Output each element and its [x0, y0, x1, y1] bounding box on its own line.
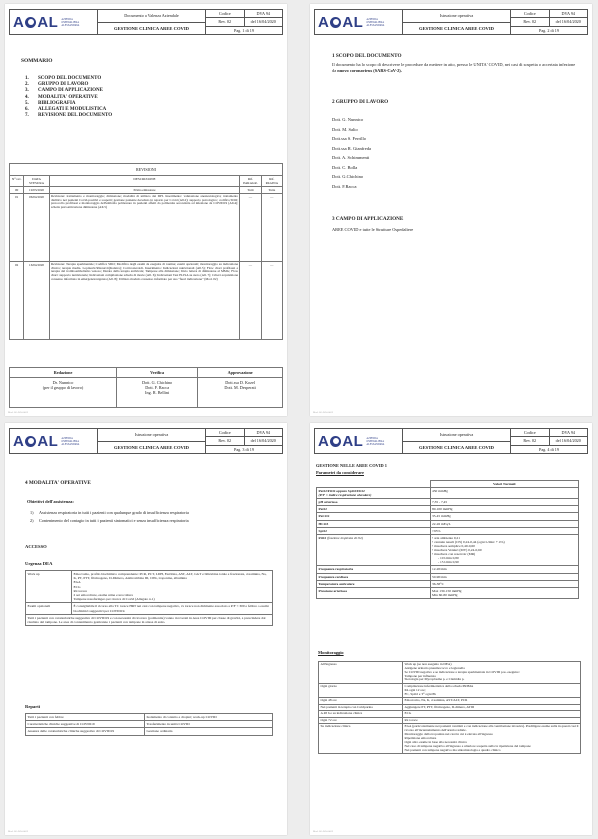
- working-group-list: [332, 115, 371, 191]
- subheading: Reparti: [25, 704, 41, 709]
- table-row: Assenza delle caratteristiche cliniche suggestive di COVID19 Gestione ordinaria: [26, 728, 273, 735]
- signatures-table: Redazione Verifica Approvazione Dr. Nunnico (per il gruppo di lavoro) Dott. G. Chichino Dott. F. Racca Ing. R. Bellini Dott.ssa D. Kozel Dott. M. Desperati: [9, 367, 283, 408]
- table-row: SpO2 >95%: [317, 527, 579, 534]
- toc-item[interactable]: 3. CAMPO DI APPLICAZIONE: [25, 88, 104, 94]
- access-table: [25, 570, 273, 626]
- revisions-table: REVISIONI N° rev. DATA STESURA DESCRIZIONE Rif. PARAGR. Rif. PAGINA 00 19/03/2020 Prima emissione Tutti Tutte 01 06/04/2020 Revisione: trattamento e monitoraggio; dimissione; modalità di utilizzo dei DPI. Inserimento: valutazione anestesiologica; trattamento dialitico nei pazienti Covid-positivi e sospetti; gestione paziente deceduto in reparto per Covid (All.2); supporto psicologico; codifica SDO; protocollo profilassi e monitoraggio dell'embolia polmonare in pazienti affetti da polmonite secondaria ad infezione da COVID19 (All.4); scheda psicoattivazione dimissione (All.5) — — 02 16/04/2020 Revisione: Terapia sperimentale; Codifica SDO; Modifica degli esami da eseguire di routine; esami opzionali; monitoraggio su indicazione clinica; terapia media. Lopinavir/Ritonavir(Kaletra); Corticosteroidi. Inserimento: Indicazioni nutrizionali (All.5); Flow chart profilassi e terapia del tromboembolismo venoso; Durata della terapia antivirale; Tampone alla dimissione; Invio lettera di dimissione al MMG; Flow chart: supporto nutrizionale; Indicazioni compilazione scheda di morte (All. 6); Indicazioni Test ELISA su siero (All. 7); Criteri acquisizione consenso informato in emergenza/urgenza (All. 8); Utilizzo modulo consenso informato per uso "fuori indicazione" (Mod. 02) — —: [9, 163, 283, 340]
- doc-type: Istruzione operativa: [403, 10, 510, 23]
- logo: A AL AZIENDA OSPEDALIERA ALESSANDRIA: [315, 10, 403, 34]
- table-row: Caratteristiche cliniche suggestive di COVID19 Trasferimento in unità COVID: [26, 721, 273, 728]
- doc-type: Istruzione operativa: [403, 429, 510, 442]
- table-row: pH arterioso 7,35 - 7,45: [317, 499, 579, 506]
- doc-title: GESTIONE CLINICA AREE COVID: [419, 444, 494, 450]
- list-item: 1) Assistenza respiratoria in tutti i pazienti con qualunque grado di insufficienza respiratoria: [30, 510, 189, 515]
- logo-circle-icon: [25, 17, 36, 28]
- section-heading: 1 SCOPO DEL DOCUMENTO: [332, 53, 402, 59]
- table-row: A 48 h e su indicazione clinica ECG: [319, 711, 581, 718]
- table-row: PaCO2 35-45 mmHg: [317, 513, 579, 520]
- page-header: A AL AZIENDA OSPEDALIERA ALESSANDRIA Istruzione operativa GESTIONE CLINICA AREE COVID Codice DVA 94 Rev. 02 del 16/04/2020 Pag. 4 di 19: [314, 428, 588, 454]
- section-heading: 2 GRUPPO DI LAVORO: [332, 99, 389, 105]
- table-row: Work up Emocromo, profilo biochimico comprendente: PCR, PCT, LDH, Ferritina, AST, ALT, GGT e bilirubina totale e frazionata, creatinina, Na, K, PT, PTT, fibrinogeno, D-Dimero, Antitrombina III, CPK, troponina, albumina EGA ECG Rx torace 2 set emocolture, esame urine e urocoltura Tampone nasofaringeo per ricerca di Covid (Allegato n.1): [26, 571, 273, 603]
- table-row: Ogni 48 ore Emocromo, Na, K, creatinina, AST/ALT, PCR: [319, 698, 581, 705]
- table-row: Su indicazione clinica EGA (particolarmente nei pazienti ventilati e con indicazione alla ventilazione invasiva). Prediligere esame sulla in questi casi il ricorso all'incannulamento dell'arteria radiale. Monitoraggio della troponina nei casi in cui è elevata all'ingresso Ripetizione emocolture Ogni altro esame in base alla necessità clinica Nel caso di tampone negativo all'ingresso e ulteriore sospetta sulla la ripetizione del tampone Nei pazienti con tampone negativo ma sintomatologia e quadro clinico: [319, 724, 581, 754]
- list-item: Dott. A. Schimmenti: [332, 155, 370, 160]
- toc-item[interactable]: 7. REVISIONE DEL DOCUMENTO: [25, 113, 113, 119]
- doc-type: Istruzione operativa: [98, 429, 205, 442]
- doc-title: GESTIONE CLINICA AREE COVID: [114, 444, 189, 450]
- subheading: ACCESSO: [25, 544, 47, 549]
- list-item: Dott. C. Bolla: [332, 164, 358, 170]
- subheading: Obiettivi dell'assistenza:: [27, 499, 74, 504]
- list-item: 2) Contenimento del contagio in tutti i pazienti sintomatici e senza insufficienza respiratoria: [30, 518, 189, 523]
- page-header: A AL AZIENDA OSPEDALIERA ALESSANDRIA Istruzione operativa GESTIONE CLINICA AREE COVID Codice DVA 94 Rev. 02 del 16/04/2020 Pag. 2 di 19: [314, 9, 588, 35]
- page-3: A AL AZIENDA OSPEDALIERA ALESSANDRIA Istruzione operativa GESTIONE CLINICA AREE COVID Codice DVA 94 Rev. 02 del 16/04/2020 Pag. 3 di 19 4 MODALITA' OPERATIVE Obiettivi dell'assistenza: 1) Assistenza respiratoria in tutti i pazienti con qualunque grado di insufficienza respiratoria 2) Contenimento del contagio in tutti i pazienti sintomatici e senza insufficienza respiratoria ACCESSO Urgenza DEA Work up Emocromo, profilo biochimico comprendente: PCR, PCT, LDH, Ferritina, AST, ALT, GGT e bilirubina totale e frazionata, creatinina, Na, K, PT, PTT, fibrinogeno, D-Dimero, Antitrombina III, CPK, troponina, albumina EGA ECG Rx torace 2 set emocolture, esame urine e urocoltura Tampone nasofaringeo per ricerca di Covid (Allegato n.1) Esami opzionali È consigliabile il ricorso alla TC torace HRT nei casi con tampone negativo, rx torace non dirimente associato a P/F < 300 e febbre o esami biochimici suggestivi per COVID19. Tutti i pazienti con caratteristiche suggestive di COVID19 e con necessità di ricovero (polmonite) vanno ricoverati in Area COVID per classe di gravità, a prescindere dal risultato del tampone. Le aree di contenimento gestiranno i pazienti con tampone in attesa di esito. Reparti Tutti i pazienti con febbre Isolamento di contatto e droplet; work-up COVID Caratteristiche cliniche suggestive di COVID19 Trasferimento in unità COVID Assenza delle caratteristiche cliniche suggestive di COVID19 Gestione ordinaria Mod. SG-DO-04/03: [5, 423, 287, 835]
- logo-circle-icon: [25, 436, 36, 447]
- doc-title: GESTIONE CLINICA AREE COVID: [419, 25, 494, 31]
- list-item: Dott. G.Chichino: [332, 174, 364, 179]
- logo-circle-icon: [330, 436, 341, 447]
- table-row: Temperatura auricolare 36-38°C: [317, 580, 579, 587]
- monitoring-table: [318, 661, 581, 754]
- page-header: A AL AZIENDA OSPEDALIERA ALESSANDRIA Istruzione operativa GESTIONE CLINICA AREE COVID Codice DVA 94 Rev. 02 del 16/04/2020 Pag. 3 di 19: [9, 428, 283, 454]
- toc-item[interactable]: 2. GRUPPO DI LAVORO: [25, 82, 89, 88]
- paragraph: Il documento ha lo scopo di descrivere le procedure da mettere in atto, presso le UNITA' COVID, nei casi di sospetta o accertata infezione da nuovo coronavirus (SARS-CoV-2).: [332, 62, 576, 73]
- page-number: Pag. 4 di 19: [538, 446, 559, 452]
- toc-item[interactable]: 4. MODALITA' OPERATIVE: [25, 94, 98, 100]
- list-item: Dott. M. Salio: [332, 126, 358, 132]
- table-row: FiO2 (frazione inspirata di O2) • aria ambiente 0,21 • cannule nasali (CN) 0,24-0,44 (ogni L/min: + 4%) • maschera semplice 0,40-0,60 • maschera Venturi (MV) 0,24-0,60 • maschera con reservoir (MR) - 10 l/min 0,80 - 15 l/min 0,90: [317, 534, 579, 566]
- page-number: Pag. 3 di 19: [233, 446, 254, 452]
- doc-title: GESTIONE CLINICA AREE COVID: [114, 25, 189, 31]
- paragraph: AREE COVID e tutte le Strutture Ospedaliere: [332, 227, 414, 232]
- table-row: Pressione arteriosa Max 130-150 mmHg Min 60-80 mmHg: [317, 587, 579, 598]
- table-row: 00 19/03/2020 Prima emissione Tutti Tutte: [10, 187, 283, 194]
- table-row: Ogni 72 ore Rx torace: [319, 717, 581, 724]
- table-row: Frequenza respiratoria 12-20/min: [317, 566, 579, 573]
- objectives-list: [30, 509, 189, 525]
- table-of-contents: [25, 76, 112, 119]
- list-item: Dott.ssa R. Gianfreda: [332, 145, 371, 151]
- table-row: 01 06/04/2020 Revisione: trattamento e monitoraggio; dimissione; modalità di utilizzo dei DPI. Inserimento: valutazione anestesiologica; trattamento dialitico nei pazienti Covid-positivi e sospetti; gestione paziente deceduto in reparto per Covid (All.2); supporto psicologico; codifica SDO; protocollo profilassi e monitoraggio dell'embolia polmonare in pazienti affetti da polmonite secondaria ad infezione da COVID19 (All.4); scheda psicoattivazione dimissione (All.5) — —: [10, 194, 283, 262]
- wards-table: [25, 713, 273, 736]
- list-item: Dott.ssa S. Ferrillo: [332, 136, 367, 141]
- table-row: Ogni giorno Compilazione infermieristica della scheda PRIMA PA ogni 12 ore; FC, SpO2 e T° ogni 8h: [319, 684, 581, 698]
- table-row: HCO3 22-26 mEq/L: [317, 520, 579, 527]
- subheading: Parametri da considerare: [316, 470, 364, 475]
- sommario-heading: SOMMARIO: [21, 58, 53, 64]
- section-heading: GESTIONE NELLE AREE COVID 1: [316, 463, 387, 468]
- page-number: Pag. 2 di 19: [538, 27, 559, 33]
- doc-type: Documento a Valenza Aziendale: [98, 10, 205, 23]
- logo-circle-icon: [330, 17, 341, 28]
- table-row: PaO2/FiO2 oppure SpO2/FiO2 (P/F = indice respirazione alveolare) 450 mmHg: [317, 488, 579, 499]
- toc-item[interactable]: 1. SCOPO DEL DOCUMENTO: [25, 76, 102, 81]
- table-row: Nei pazienti in terapia con Calciparina Aggiungere PT, PTT, fibrinogeno, D-dimero, ATIII: [319, 704, 581, 711]
- page-1: A AL AZIENDA OSPEDALIERA ALESSANDRIA Documento a Valenza Aziendale GESTIONE CLINICA AREE COVID Codice DVA 94 Rev. 02 del 16/04/2020 Pag. 1 di 19 SOMMARIO 1. SCOPO DEL DOCUMENTO 2. GRUPPO DI LAVORO 3. CAMPO DI APPLICAZIONE 4. MODALITA' OPERATIVE 5. BIBLIOGRAFIA 6. ALLEGATI E MODULISTICA 7. REVISIONE DEL DOCUMENTO REVISIONI N° rev. DATA STESURA DESCRIZIONE Rif. PARAGR. Rif. PAGINA 00 19/03/2020 Prima emissione Tutti Tutte 01 06/04/2020 Revisione: trattamento e monitoraggio; dimissione; modalità di utilizzo dei DPI. Inserimento: valutazione anestesiologica; trattamento dialitico nei pazienti Covid-positivi e sospetti; gestione paziente deceduto in reparto per Covid (All.2); supporto psicologico; codifica SDO; protocollo profilassi e monitoraggio dell'embolia polmonare in pazienti affetti da polmonite secondaria ad infezione da COVID19 (All.4); scheda psicoattivazione dimissione (All.5) — — 02 16/04/2020 Revisione: Terapia sperimentale; Codifica SDO; Modifica degli esami da eseguire di routine; esami opzionali; monitoraggio su indicazione clinica; terapia media. Lopinavir/Ritonavir(Kaletra); Corticosteroidi. Inserimento: Indicazioni nutrizionali (All.5); Flow chart profilassi e terapia del tromboembolismo venoso; Durata della terapia antivirale; Tampone alla dimissione; Invio lettera di dimissione al MMG; Flow chart: supporto nutrizionale; Indicazioni compilazione scheda di morte (All. 6); Indicazioni Test ELISA su siero (All. 7); Criteri acquisizione consenso informato in emergenza/urgenza (All. 8); Utilizzo modulo consenso informato per uso "fuori indicazione" (Mod. 02) — — Redazione Verifica Approvazione Dr. Nunnico (per il gruppo di lavoro) Dott. G. Chichino Dott. F. Racca Ing. R. Bellini Dott.ssa D. Kozel Dott. M. Desperati Mod. SG-DO-04/03: [5, 4, 287, 416]
- page-header: A AL AZIENDA OSPEDALIERA ALESSANDRIA Documento a Valenza Aziendale GESTIONE CLINICA AREE COVID Codice DVA 94 Rev. 02 del 16/04/2020 Pag. 1 di 19: [9, 9, 283, 35]
- parameters-table: Valori Normali PaO2/FiO2 oppure SpO2/FiO2 (P/F = indice respirazione alveolare) 450 mmHg pH arterioso 7,35 - 7,45 PaO2 80-100 mmHg PaCO2 35-45 mmHg HCO3 22-26 mEq/L SpO2 >95% FiO2 (frazione inspirata di O2) • aria ambiente 0,21 • cannule nasali (CN) 0,24-0,44 (ogni L/min: + 4%) • maschera semplice 0,40-0,60 • maschera Venturi (MV) 0,24-0,60 • maschera con reservoir (MR) - 10 l/min 0,80 - 15 l/min 0,90 Frequenza respiratoria 12-20/min Frequenza cardiaca 50-90/min Temperatura auricolare 36-38°C Pressione arteriosa Max 130-150 mmHg Min 60-80 mmHg: [316, 480, 579, 599]
- table-row: 02 16/04/2020 Revisione: Terapia sperimentale; Codifica SDO; Modifica degli esami da eseguire di routine; esami opzionali; monitoraggio su indicazione clinica; terapia media. Lopinavir/Ritonavir(Kaletra); Corticosteroidi. Inserimento: Indicazioni nutrizionali (All.5); Flow chart profilassi e terapia del tromboembolismo venoso; Durata della terapia antivirale; Tampone alla dimissione; Invio lettera di dimissione al MMG; Flow chart: supporto nutrizionale; Indicazioni compilazione scheda di morte (All. 6); Indicazioni Test ELISA su siero (All. 7); Criteri acquisizione consenso informato in emergenza/urgenza (All. 8); Utilizzo modulo consenso informato per uso "fuori indicazione" (Mod. 02) — —: [10, 262, 283, 340]
- logo: A AL AZIENDA OSPEDALIERA ALESSANDRIA: [10, 10, 98, 34]
- subheading: Monitoraggio: [318, 650, 344, 655]
- page-4: A AL AZIENDA OSPEDALIERA ALESSANDRIA Istruzione operativa GESTIONE CLINICA AREE COVID Codice DVA 94 Rev. 02 del 16/04/2020 Pag. 4 di 19 GESTIONE NELLE AREE COVID 1 Parametri da considerare Valori Normali PaO2/FiO2 oppure SpO2/FiO2 (P/F = indice respirazione alveolare) 450 mmHg pH arterioso 7,35 - 7,45 PaO2 80-100 mmHg PaCO2 35-45 mmHg HCO3 22-26 mEq/L SpO2 >95% FiO2 (frazione inspirata di O2) • aria ambiente 0,21 • cannule nasali (CN) 0,24-0,44 (ogni L/min: + 4%) • maschera semplice 0,40-0,60 • maschera Venturi (MV) 0,24-0,60 • maschera con reservoir (MR) - 10 l/min 0,80 - 15 l/min 0,90 Frequenza respiratoria 12-20/min Frequenza cardiaca 50-90/min Temperatura auricolare 36-38°C Pressione arteriosa Max 130-150 mmHg Min 60-80 mmHg Monitoraggio All'ingresso Work up (se non eseguito in DEA) Antigene urinario pneumococco e legionella Se COVID negativo e se indicazione a terapia sperimentale in COVID pos. eseguire: Tampone per influenza Sierologia per Mycoplasma p. e Clamidia p. Ogni giorno Compilazione infermieristica della scheda PRIMA PA ogni 12 ore; FC, SpO2 e T° ogni 8h Ogni 48 ore Emocromo, Na, K, creatinina, AST/ALT, PCR Nei pazienti in terapia con Calciparina Aggiungere PT, PTT, fibrinogeno, D-dimero, ATIII A 48 h e su indicazione clinica ECG Ogni 72 ore Rx torace Su indicazione clinica EGA (particolarmente nei pazienti ventilati e con indicazione alla ventilazione invasiva). Prediligere esame sulla in questi casi il ricorso all'incannulamento dell'arteria radiale. Monitoraggio della troponina nei casi in cui è elevata all'ingresso Ripetizione emocolture Ogni altro esame in base alla necessità clinica Nel caso di tampone negativo all'ingresso e ulteriore sospetta sulla la ripetizione del tampone Nei pazienti con tampone negativo ma sintomatologia e quadro clinico Mod. SG-DO-04/03: [310, 423, 592, 835]
- table-row: PaO2 80-100 mmHg: [317, 506, 579, 513]
- list-item: Dott. G. Nunnico: [332, 117, 364, 122]
- table-row: Frequenza cardiaca 50-90/min: [317, 573, 579, 580]
- logo: A AL AZIENDA OSPEDALIERA ALESSANDRIA: [10, 429, 98, 453]
- list-item: Dott. F.Racca: [332, 183, 357, 189]
- table-row: Tutti i pazienti con caratteristiche suggestive di COVID19 e con necessità di ricovero (polmonite) vanno ricoverati in Area COVID per classe di gravità, a prescindere dal risultato del tampone. Le aree di contenimento gestiranno i pazienti con tampone in attesa di esito.: [26, 614, 273, 625]
- section-heading: 3 CAMPO DI APPLICAZIONE: [332, 216, 404, 222]
- toc-item[interactable]: 6. ALLEGATI E MODULISTICA: [25, 107, 107, 113]
- table-row: Tutti i pazienti con febbre Isolamento di contatto e droplet; work-up COVID: [26, 714, 273, 721]
- subheading: Urgenza DEA: [25, 561, 53, 566]
- page-2: A AL AZIENDA OSPEDALIERA ALESSANDRIA Istruzione operativa GESTIONE CLINICA AREE COVID Codice DVA 94 Rev. 02 del 16/04/2020 Pag. 2 di 19 1 SCOPO DEL DOCUMENTO Il documento ha lo scopo di descrivere le procedure da mettere in atto, presso le UNITA' COVID, nei casi di sospetta o accertata infezione da nuovo coronavirus (SARS-CoV-2). 2 GRUPPO DI LAVORO Dott. G. Nunnico Dott. M. Salio Dott.ssa S. Ferrillo Dott.ssa R. Gianfreda Dott. A. Schimmenti Dott. C. Bolla Dott. G.Chichino Dott. F.Racca 3 CAMPO DI APPLICAZIONE AREE COVID e tutte le Strutture Ospedaliere Mod. SG-DO-04/03: [310, 4, 592, 416]
- section-heading: 4 MODALITA' OPERATIVE: [25, 480, 91, 486]
- toc-item[interactable]: 5. BIBLIOGRAFIA: [25, 100, 76, 106]
- table-row: All'ingresso Work up (se non eseguito in DEA) Antigene urinario pneumococco e legionella Se COVID negativo e se indicazione a terapia sperimentale in COVID pos. eseguire: Tampone per influenza Sierologia per Mycoplasma p. e Clamidia p.: [319, 662, 581, 684]
- table-row: Esami opzionali È consigliabile il ricorso alla TC torace HRT nei casi con tampone negativo, rx torace non dirimente associato a P/F < 300 e febbre o esami biochimici suggestivi per COVID19.: [26, 603, 273, 614]
- page-number: Pag. 1 di 19: [233, 27, 254, 33]
- logo: A AL AZIENDA OSPEDALIERA ALESSANDRIA: [315, 429, 403, 453]
